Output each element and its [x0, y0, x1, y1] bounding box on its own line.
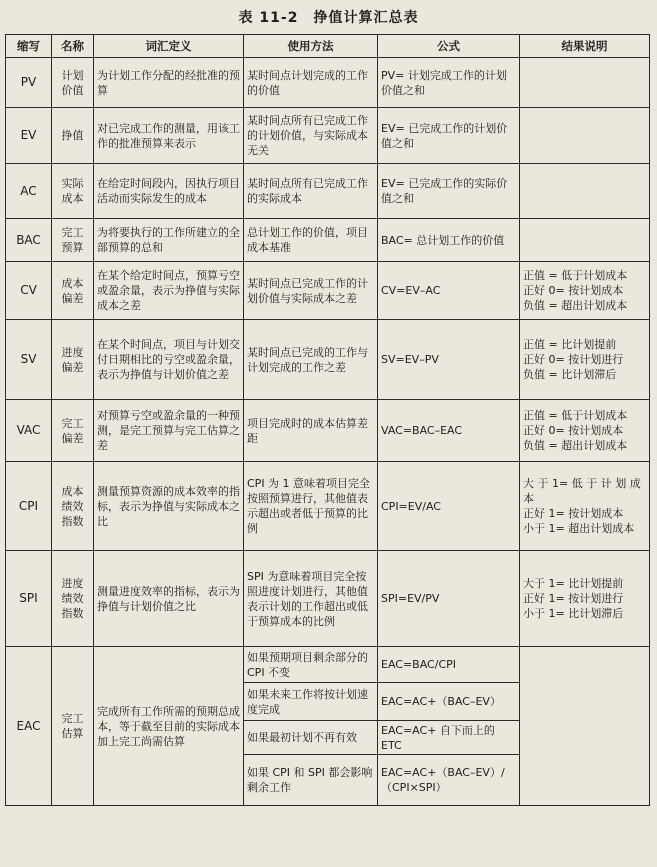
name-cell: 成本 绩效 指数 [52, 462, 94, 551]
table-row [6, 462, 650, 551]
formula-cell: CV=EV–AC [378, 262, 520, 320]
usage-cell: 某时间点已完成工作的计划价值与实际成本之差 [244, 262, 378, 320]
abbr-cell: CPI [6, 462, 52, 551]
earned-value-table [5, 34, 650, 806]
usage-cell: 如果未来工作将按计划速度完成 [244, 683, 378, 721]
formula-cell: SV=EV–PV [378, 320, 520, 400]
name-cell: 完工 偏差 [52, 400, 94, 462]
result-cell [520, 164, 650, 219]
header-row [6, 35, 650, 58]
formula-cell: BAC= 总计划工作的价值 [378, 219, 520, 262]
formula-cell: CPI=EV/AC [378, 462, 520, 551]
table-row [6, 164, 650, 219]
formula-cell: PV= 计划完成工作的计划价值之和 [378, 58, 520, 108]
table-title: 表 11-2 挣值计算汇总表 [238, 10, 419, 26]
usage-cell: 某时间点所有已完成工作的实际成本 [244, 164, 378, 219]
result-cell [520, 108, 650, 164]
usage-cell: SPI 为意味着项目完全按照进度计划进行，其他值表示计划的工作超出或低于预算成本的比例 [244, 551, 378, 647]
formula-cell: EV= 已完成工作的计划价值之和 [378, 108, 520, 164]
table-row [6, 219, 650, 262]
name-cell: 实际 成本 [52, 164, 94, 219]
definition-cell: 在某个时间点，项目与计划交付日期相比的亏空或盈余量，表示为挣值与计划价值之差 [94, 320, 244, 400]
result-cell: 大 于 1= 低 于 计 划 成本 正好 1= 按计划成本 小于 1= 超出计划成本 [520, 462, 650, 551]
usage-cell: 总计划工作的价值，项目成本基准 [244, 219, 378, 262]
formula-cell: EAC=AC+（BAC–EV）/（CPI×SPI） [378, 755, 520, 806]
abbr-cell: CV [6, 262, 52, 320]
formula-cell: EAC=BAC/CPI [378, 647, 520, 683]
abbr-cell: SPI [6, 551, 52, 647]
abbr-cell: SV [6, 320, 52, 400]
header-result: 结果说明 [520, 35, 650, 58]
abbr-cell: VAC [6, 400, 52, 462]
name-cell: 挣值 [52, 108, 94, 164]
name-cell: 成本 偏差 [52, 262, 94, 320]
definition-cell: 为将要执行的工作所建立的全部预算的总和 [94, 219, 244, 262]
definition-cell: 测量进度效率的指标，表示为挣值与计划价值之比 [94, 551, 244, 647]
formula-cell: EAC=AC+（BAC–EV） [378, 683, 520, 721]
abbr-cell: AC [6, 164, 52, 219]
name-cell: 完工 估算 [52, 647, 94, 806]
result-cell: 正值 = 低于计划成本 正好 0= 按计划成本 负值 = 超出计划成本 [520, 262, 650, 320]
name-cell: 完工 预算 [52, 219, 94, 262]
usage-cell: 某时间点已完成的工作与计划完成的工作之差 [244, 320, 378, 400]
table-row [6, 647, 650, 683]
header-abbr: 缩写 [6, 35, 52, 58]
definition-cell: 在给定时间段内，因执行项目活动而实际发生的成本 [94, 164, 244, 219]
formula-cell: EV= 已完成工作的实际价值之和 [378, 164, 520, 219]
definition-cell: 为计划工作分配的经批准的预算 [94, 58, 244, 108]
header-usage: 使用方法 [244, 35, 378, 58]
table-body [6, 58, 650, 806]
result-cell: 大于 1= 比计划提前 正好 1= 按计划进行 小于 1= 比计划滞后 [520, 551, 650, 647]
result-cell: 正值 = 比计划提前 正好 0= 按计划进行 负值 = 比计划滞后 [520, 320, 650, 400]
definition-cell: 完成所有工作所需的预期总成本，等于截至目前的实际成本加上完工尚需估算 [94, 647, 244, 806]
formula-cell: VAC=BAC–EAC [378, 400, 520, 462]
abbr-cell: EAC [6, 647, 52, 806]
result-cell [520, 219, 650, 262]
result-cell [520, 647, 650, 806]
usage-cell: 如果预期项目剩余部分的 CPI 不变 [244, 647, 378, 683]
usage-cell: 如果 CPI 和 SPI 都会影响剩余工作 [244, 755, 378, 806]
abbr-cell: BAC [6, 219, 52, 262]
table-row [6, 320, 650, 400]
definition-cell: 测量预算资源的成本效率的指标，表示为挣值与实际成本之比 [94, 462, 244, 551]
header-formula: 公式 [378, 35, 520, 58]
usage-cell: CPI 为 1 意味着项目完全按照预算进行，其他值表示超出或者低于预算的比例 [244, 462, 378, 551]
header-definition: 词汇定义 [94, 35, 244, 58]
formula-cell: SPI=EV/PV [378, 551, 520, 647]
table-row [6, 400, 650, 462]
usage-cell: 某时间点所有已完成工作的计划价值，与实际成本无关 [244, 108, 378, 164]
table-row [6, 108, 650, 164]
formula-cell: EAC=AC+ 自下而上的 ETC [378, 721, 520, 755]
usage-cell: 某时间点计划完成的工作的价值 [244, 58, 378, 108]
abbr-cell: EV [6, 108, 52, 164]
definition-cell: 对已完成工作的测量，用该工作的批准预算来表示 [94, 108, 244, 164]
result-cell: 正值 = 低于计划成本 正好 0= 按计划成本 负值 = 超出计划成本 [520, 400, 650, 462]
name-cell: 计划 价值 [52, 58, 94, 108]
definition-cell: 在某个给定时间点，预算亏空或盈余量，表示为挣值与实际成本之差 [94, 262, 244, 320]
usage-cell: 如果最初计划不再有效 [244, 721, 378, 755]
usage-cell: 项目完成时的成本估算差距 [244, 400, 378, 462]
table-row [6, 58, 650, 108]
table-row [6, 551, 650, 647]
name-cell: 进度 偏差 [52, 320, 94, 400]
result-cell [520, 58, 650, 108]
name-cell: 进度 绩效 指数 [52, 551, 94, 647]
header-name: 名称 [52, 35, 94, 58]
definition-cell: 对预算亏空或盈余量的一种预测，是完工预算与完工估算之差 [94, 400, 244, 462]
table-row [6, 262, 650, 320]
abbr-cell: PV [6, 58, 52, 108]
